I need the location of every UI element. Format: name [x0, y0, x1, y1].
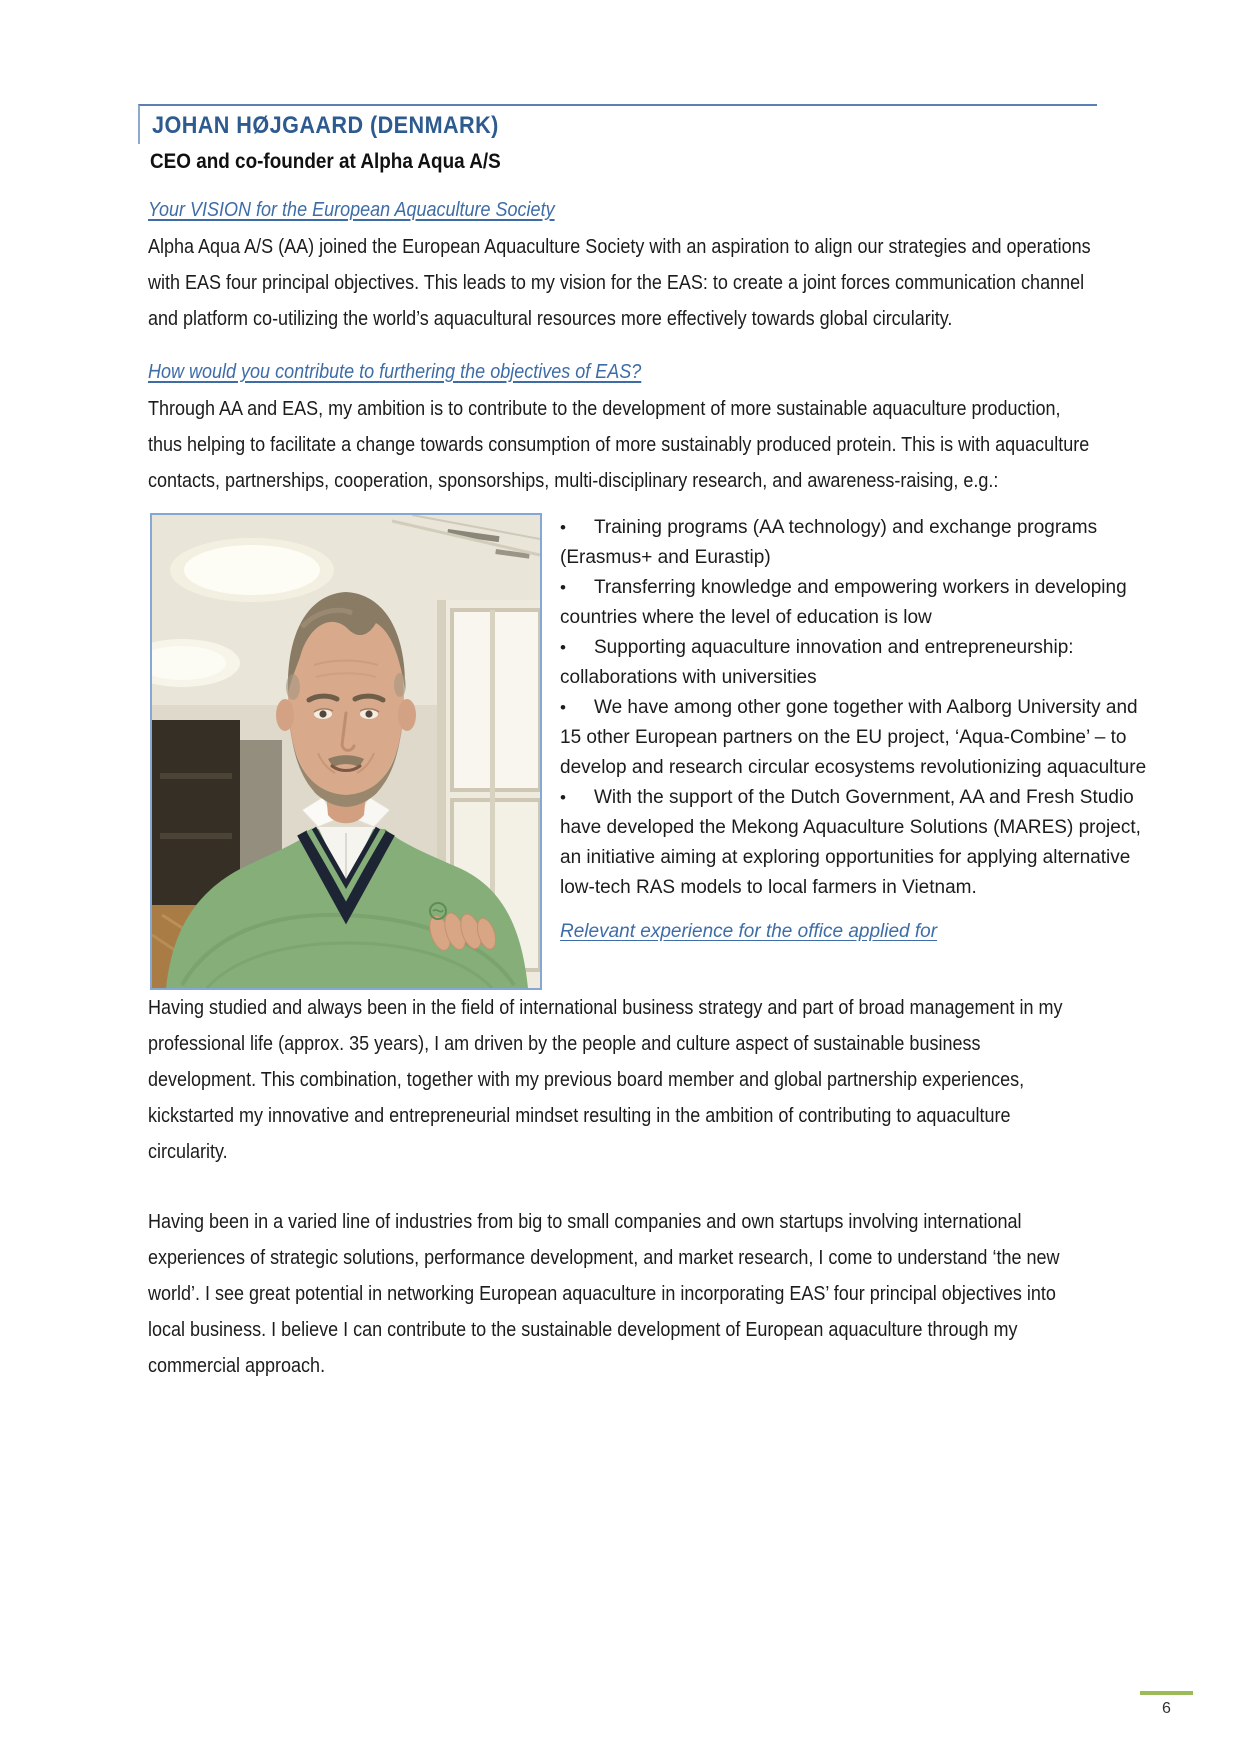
list-item-text: With the support of the Dutch Government, AA and Fresh Studio have developed the Mekong Aquaculture Solutions (MARES) project, an initiative aiming at exploring opportunities for applying alternative low-tech RAS models to local farmers in Vietnam.	[560, 787, 1141, 898]
list-item-text: We have among other gone together with Aalborg University and 15 other European partners on the EU project, ‘Aqua-Combine’ – to develop and research circular ecosystems revolutionizing aquaculture	[560, 697, 1147, 778]
portrait-illustration	[152, 515, 540, 988]
section-body-vision: Alpha Aqua A/S (AA) joined the European Aquaculture Society with an aspiration to align our strategies and operations with EAS four principal objectives. This leads to my vision for the EAS: to create a joint forces communication channel and platform co-utilizing the world’s aquacultural resources more effectively towards global circularity.	[148, 236, 1091, 330]
bullet-list	[542, 513, 1150, 945]
section-body-contribute: Through AA and EAS, my ambition is to contribute to the development of more sustainable aquaculture production, thus helping to facilitate a change towards consumption of more sustainably produced protein. This is with aquaculture contacts, partnerships, cooperation, sponsorships, multi-disciplinary research, and awareness-raising, e.g.:	[148, 398, 1090, 492]
page-number: 6	[1162, 1700, 1171, 1717]
experience-paragraph-1: Having studied and always been in the field of international business strategy and part of broad management in my professional life (approx. 35 years), I am driven by the people and culture aspect of sustainable business development. This combination, together with my previous board member and global partnership experiences, kickstarted my innovative and entrepreneurial mindset resulting in the ambition of contributing to aquaculture circularity.	[148, 997, 1063, 1163]
bullet-icon: •	[560, 578, 566, 597]
list-item-text: Supporting aquaculture innovation and entrepreneurship: collaborations with universities	[560, 637, 1074, 688]
bullet-icon: •	[560, 638, 566, 657]
photo-and-bullets-row	[150, 513, 1150, 945]
list-item	[560, 513, 1150, 573]
experience-paragraph-2: Having been in a varied line of industries from big to small companies and own startups involving international experiences of strategic solutions, performance development, and market research, I come to understand ‘the new world’. I see great potential in networking European aquaculture in incorporating EAS’ four principal objectives into local business. I believe I can contribute to the sustainable development of European aquaculture through my commercial approach.	[148, 1211, 1060, 1377]
candidate-role: CEO and co-founder at Alpha Aqua A/S	[150, 150, 501, 173]
bullet-icon: •	[560, 698, 566, 717]
bullet-icon: •	[560, 788, 566, 807]
candidate-header	[138, 104, 1097, 144]
section-heading-experience: Relevant experience for the office applied for	[560, 921, 938, 942]
portrait-photo	[150, 513, 542, 990]
list-item	[560, 693, 1150, 783]
list-item-text: Transferring knowledge and empowering workers in developing countries where the level of education is low	[560, 577, 1127, 628]
page-title: JOHAN HØJGAARD (DENMARK)	[152, 112, 499, 139]
section-heading-contribute: How would you contribute to furthering the objectives of EAS?	[148, 361, 642, 383]
footer-rule	[1140, 1691, 1193, 1695]
bullet-icon: •	[560, 518, 566, 537]
list-item-text: Training programs (AA technology) and exchange programs (Erasmus+ and Eurastip)	[560, 517, 1098, 568]
list-item	[560, 633, 1150, 693]
list-item	[560, 573, 1150, 633]
section-heading-vision: Your VISION for the European Aquaculture Society	[148, 199, 555, 221]
list-item	[560, 783, 1150, 903]
